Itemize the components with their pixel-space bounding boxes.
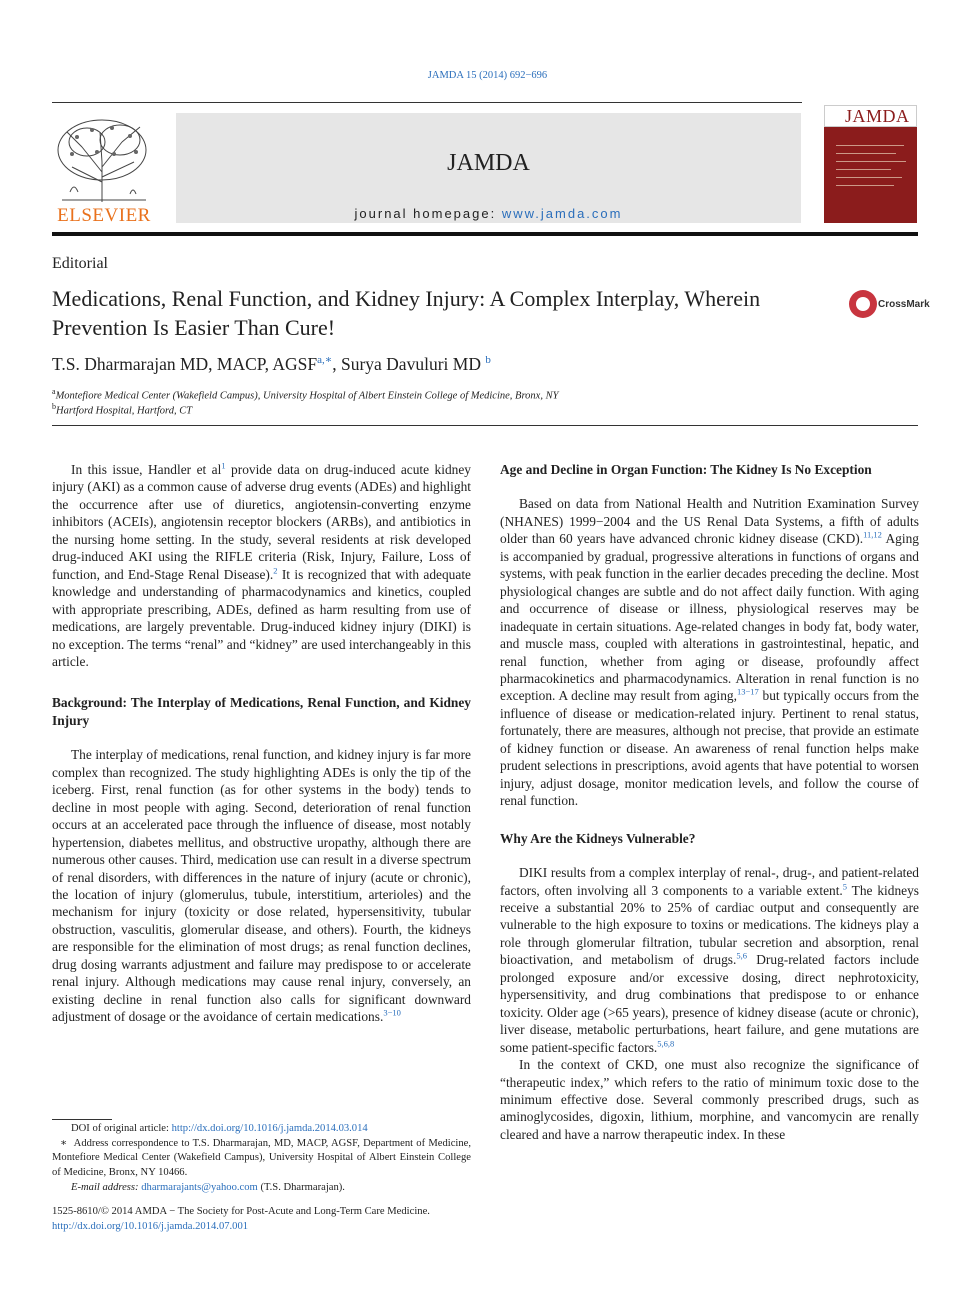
journal-name: JAMDA: [447, 150, 530, 176]
cover-text-line: [836, 169, 891, 170]
title-block-rule: [52, 425, 918, 426]
email-link[interactable]: dharmarajants@yahoo.com: [141, 1182, 258, 1193]
paragraph: DIKI results from a complex interplay of renal-, drug-, and patient-related factors, often involving all 3 components to a variable extent.$^5$ The kidneys receive a substantial 20% to 25% of cardiac output and consequently are vulnerable to the high exposure to toxins or medications. The kidneys play a role through glomerular filtration, tubular secretion and absorption, renal bioactivation, and metabolism of drugs.$^{5,6}$ Drug-related factors include prolonged exposure and/or excessive dosing, direct nephrotoxicity, hypersensitivity, and drug combinations that predispose to or enhance toxicity. Older age (>65 years), presence of kidney disease (acute or chronic), liver disease, metabolic perturbations, heart failure, and gene mutations are some patient-specific factors.$^{5,6,8}$: [500, 865, 919, 1055]
left-column: [52, 461, 471, 1026]
author-affiliation-mark[interactable]: b: [485, 354, 491, 366]
footnote-email: [52, 1181, 471, 1195]
author-separator: ,: [332, 353, 337, 374]
author-name[interactable]: T.S. Dharmarajan MD, MACP, AGSF: [52, 353, 318, 374]
footnote-rule: [52, 1119, 112, 1120]
affiliation-text: Hartford Hospital, Hartford, CT: [56, 405, 193, 417]
section-heading: Why Are the Kidneys Vulnerable?: [500, 830, 696, 846]
cover-title: JAMDA: [845, 106, 910, 126]
citation-link[interactable]: 5,6,8: [657, 1038, 675, 1049]
footnote-correspondence: [52, 1137, 471, 1180]
affiliation-text: Montefiore Medical Center (Wakefield Campus), University Hospital of Albert Einstein College of Medicine, Bronx, NY: [55, 390, 559, 402]
citation-link[interactable]: 5: [842, 881, 848, 892]
elsevier-wordmark: ELSEVIER: [57, 205, 151, 226]
cover-text-line: [836, 185, 894, 186]
affiliation-mark: b: [52, 402, 56, 411]
original-article-doi-link[interactable]: http://dx.doi.org/10.1016/j.jamda.2014.03.014: [171, 1123, 368, 1134]
section-heading: Age and Decline in Organ Function: The Kidney Is No Exception: [500, 462, 872, 477]
journal-homepage: [176, 206, 801, 221]
cover-text-line: [836, 153, 896, 154]
author-affiliation-mark[interactable]: a,∗: [317, 354, 333, 366]
homepage-link[interactable]: www.jamda.com: [501, 206, 623, 221]
article-doi-link[interactable]: http://dx.doi.org/10.1016/j.jamda.2014.07.001: [52, 1221, 249, 1232]
crossmark-icon-center: [856, 297, 870, 311]
cover-text-line: [836, 145, 904, 146]
issn-copyright: 1525-8610/© 2014 AMDA − The Society for Post-Acute and Long-Term Care Medicine.: [52, 1206, 430, 1217]
paragraph: Based on data from National Health and Nutrition Examination Survey (NHANES) 1999−2004 and the US Renal Data Systems, a fifth of adults older than 60 years have advanced chronic kidney disease (CKD).$^{11,12}$ Aging is accompanied by gradual, progressive alterations in functions of organs and systems, with peak function in the earlier decades preceding the decline. Most physiological changes are subtle and do not affect daily function. With aging and occurrence of disease or illness, physiological reserves may be inadequate in certain situations. Age-related changes in body fat, body water, and muscle mass, coupled with alterations in gastrointestinal, hepatic, and renal function, whether from aging or disease, profoundly affect pharmacokinetics and pharmacodynamics. Alteration in renal function is no exception. A decline may result from aging,$^{13-17}$ but typically occurs from the influence of disease or medication-related injury. Pertinent to renal status, fortunately, there are measures, although not precise, that provide an estimate of kidney function or disease. An awareness of renal function helps make prudent selections in prescriptions, avoid agents that have potential to worsen injury, adjust dosage, monitor medication levels, and follow the course of renal function.: [500, 496, 919, 809]
article-type: Editorial: [52, 255, 108, 272]
footnote-doi: [52, 1122, 471, 1136]
footnote-text: (T.S. Dharmarajan).: [260, 1182, 345, 1193]
citation-link[interactable]: 5,6: [736, 950, 747, 961]
section-heading: Background: The Interplay of Medications, Renal Function, and Kidney Injury: [52, 695, 471, 728]
affiliation: [52, 402, 192, 417]
citation-link[interactable]: 3−10: [383, 1007, 401, 1018]
affiliation: [52, 387, 558, 402]
citation-link[interactable]: 13−17: [736, 686, 759, 697]
cover-text-line: [836, 161, 906, 162]
homepage-label: journal homepage:: [354, 206, 497, 221]
journal-citation[interactable]: JAMDA 15 (2014) 692−696: [427, 70, 548, 81]
footnote-label: E-mail address:: [71, 1182, 139, 1193]
author-name[interactable]: Surya Davuluri MD: [340, 353, 481, 374]
citation-link[interactable]: 1: [221, 460, 226, 471]
article-title: Medications, Renal Function, and Kidney Injury: A Complex Interplay, Wherein Prevention Is Easier Than Cure!: [52, 286, 761, 340]
cover-text-line: [836, 177, 902, 178]
paragraph: In this issue, Handler et $al^1$ provide data on drug-induced acute kidney injury (AKI) as a common cause of adverse drug events (ADEs) and highlight the occurrence after use of diuretics, angiotensin-converting enzyme inhibitors (ACEIs), angiotensin receptor blockers (ARBs), and antibiotics in the nursing home setting. In the study, several residents at risk developed drug-induced AKI using the RIFLE criteria (Risk, Injury, Failure, Loss of function, and End-Stage Renal Disease).$^2$ It is recognized that with adequate knowledge and understanding of pharmacodynamics and kinetics, coupled with appropriate prescribing, ADEs, defined as harm resulting from use of medications, are largely preventable. Drug-induced kidney injury (DIKI) is no exception. The terms “renal” and “kidney” are used interchangeably in this article.: [52, 460, 471, 669]
crossmark-label[interactable]: CrossMark: [878, 299, 930, 310]
citation-link[interactable]: 2: [273, 565, 278, 576]
author-list: [52, 353, 491, 375]
footnote-mark: ∗: [60, 1138, 68, 1149]
header-thick-rule: [52, 232, 918, 236]
citation-link[interactable]: 11,12: [863, 529, 882, 540]
affiliation-mark: a: [52, 387, 56, 396]
right-column: [500, 461, 919, 1143]
footnote-label: DOI of original article:: [71, 1123, 169, 1134]
header-rule: [52, 102, 802, 103]
paragraph: The interplay of medications, renal function, and kidney injury is far more complex than recognized. The study highlighting ADEs is only the tip of the iceberg. First, renal function (as for other systems in the body) tends to decline in most people with aging. Second, deterioration of renal function occurs at an accelerated pace through the influence of disease, most notably hypertension, diabetes mellitus, and obstructive uropathy, although there are numerous other causes. Third, medication use can result in a diverse spectrum of renal disorders, with differences in the nature of injury (acute or chronic), the location of injury (glomerulus, tubule, interstitium, arterioles) and the mechanism for injury (toxicity or dose related, hypersensitivity, tubular obstruction, vasculitis, glomerular disease, and others). Fourth, the kidneys are responsible for the elimination of most drugs; as renal function declines, drug dosing warrants adjustment and failure may predispose to or accelerate renal injury. Although medications may cause renal injury, conversely, an existing decline in renal function also calls for significant downward adjustment of dosage or the avoidance of certain medications.$^{3-10}$: [52, 747, 471, 1025]
footnote-text: Address correspondence to T.S. Dharmarajan, MD, MACP, AGSF, Department of Medicine, Montefiore Medical Center (Wakefield Campus), University Hospital of Albert Einstein College of Medicine, Bronx, NY 10466.: [52, 1138, 472, 1178]
paragraph: In the context of CKD, one must also recognize the significance of “therapeutic index,” which refers to the ratio of minimum toxic dose to the minimum effective dose. Several commonly prescribed drugs, such as aminoglycosides, digoxin, lithium, morphine, and vancomycin are renally cleared and have a narrow therapeutic index. In these: [500, 1057, 919, 1142]
